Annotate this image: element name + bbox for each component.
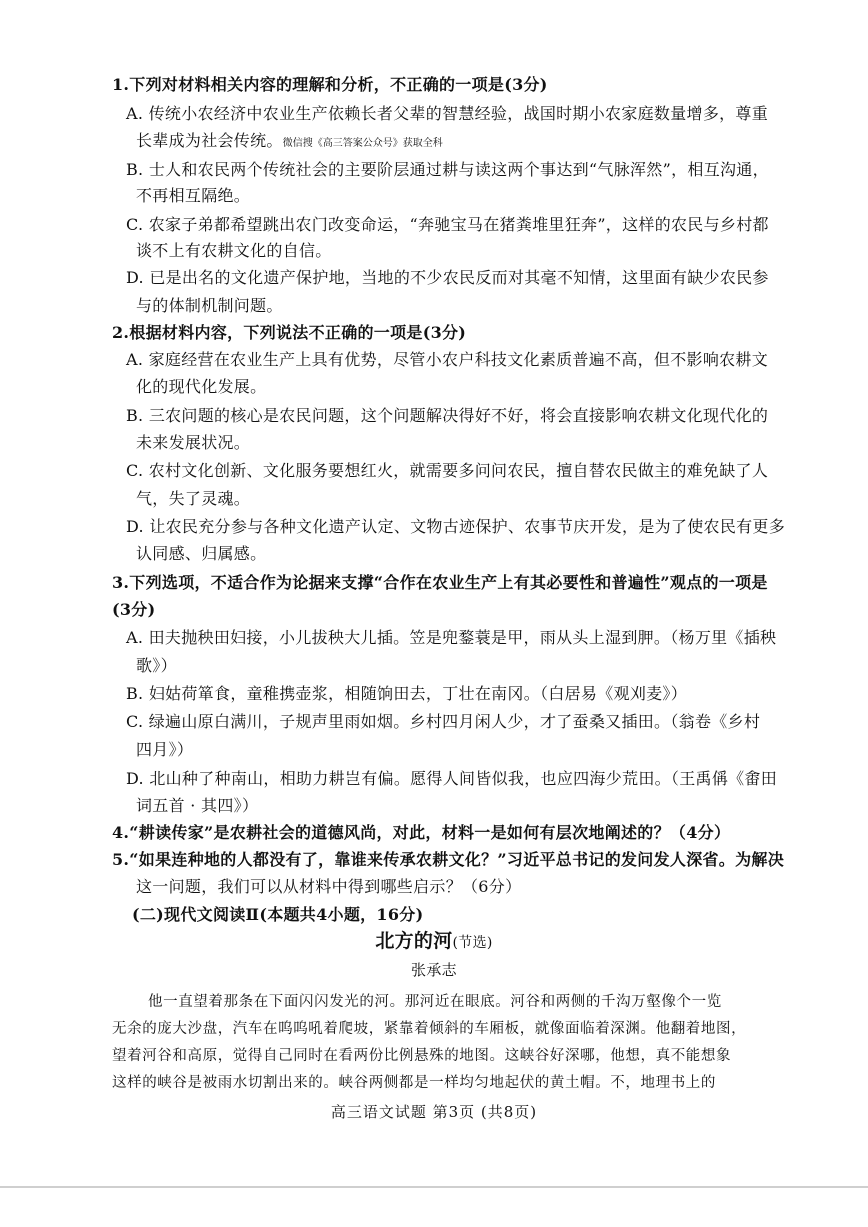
q1-option-a-cont: 长辈成为社会传统。微信搜《高三答案公众号》获取全科 xyxy=(136,131,443,150)
q1-option-d-cont: 与的体制机制问题。 xyxy=(136,296,283,315)
question-2-stem: 2.根据材料内容，下列说法不正确的一项是(3分) xyxy=(112,323,467,342)
article-author: 张承志 xyxy=(411,961,457,979)
question-4: 4.“耕读传家”是农耕社会的道德风尚，对此，材料一是如何有层次地阐述的？（4分） xyxy=(112,823,731,842)
q1-option-c-cont: 谈不上有农耕文化的自信。 xyxy=(136,241,332,260)
article-title: 北方的河(节选) xyxy=(375,930,493,952)
q3-option-a-cont: 歌》） xyxy=(136,656,177,675)
article-paragraph-line: 望着河谷和高原，觉得自己同时在看两份比例悬殊的地图。这峡谷好深哪，他想，真不能想象 xyxy=(112,1048,732,1064)
question-5-cont: 这一问题，我们可以从材料中得到哪些启示？（6分） xyxy=(136,877,522,896)
q1-option-d: D. 已是出名的文化遗产保护地，当地的不少农民反而对其毫不知情，这里面有缺少农民参 xyxy=(126,268,769,287)
question-5: 5.“如果连种地的人都没有了，靠谁来传承农耕文化？”习近平总书记的发问发人深省。为解决 xyxy=(112,850,785,869)
article-subtitle: (节选) xyxy=(452,935,493,951)
q1-option-b: B. 士人和农民两个传统社会的主要阶层通过耕与读这两个事达到“气脉浑然”，相互沟通， xyxy=(126,160,769,179)
wechat-note: 微信搜《高三答案公众号》获取全科 xyxy=(282,138,443,149)
page-footer: 高三语文试题 第3页 (共8页) xyxy=(330,1103,538,1121)
q2-option-c-cont: 气，失了灵魂。 xyxy=(136,489,251,508)
scan-edge xyxy=(0,1186,868,1188)
q1-option-c: C. 农家子弟都希望跳出农门改变命运，“奔驰宝马在猪粪堆里狂奔”，这样的农民与乡村都 xyxy=(126,215,769,234)
q2-option-b: B. 三农问题的核心是农民问题，这个问题解决得好不好，将会直接影响农耕文化现代化的 xyxy=(126,406,769,425)
q2-option-a-cont: 化的现代化发展。 xyxy=(136,377,267,396)
article-paragraph-line: 无余的庞大沙盘，汽车在呜呜吼着爬坡，紧靠着倾斜的车厢板，就像面临着深渊。他翻着地图， xyxy=(112,1021,747,1037)
q2-option-a: A. 家庭经营在农业生产上具有优势，尽管小农户科技文化素质普遍不高，但不影响农耕文 xyxy=(126,350,769,369)
q3-option-d-cont: 词五首 · 其四》） xyxy=(136,796,259,815)
q1-option-b-cont: 不再相互隔绝。 xyxy=(136,186,251,205)
q3-option-c: C. 绿遍山原白满川，子规声里雨如烟。乡村四月闲人少，才了蚕桑又插田。（翁卷《乡村 xyxy=(126,712,761,731)
q2-option-c: C. 农村文化创新、文化服务要想红火，就需要多问问农民，擅自替农民做主的难免缺了人 xyxy=(126,461,769,480)
q3-option-c-cont: 四月》） xyxy=(136,740,194,759)
q3-option-d: D. 北山种了种南山，相助力耕岂有偏。愿得人间皆似我，也应四海少荒田。（王禹偁《畬田 xyxy=(126,769,778,788)
article-paragraph-line: 他一直望着那条在下面闪闪发光的河。那河近在眼底。河谷和两侧的千沟万壑像个一览 xyxy=(148,994,722,1010)
q1-option-a: A. 传统小农经济中农业生产依赖长者父辈的智慧经验，战国时期小农家庭数量增多，尊重 xyxy=(126,104,769,123)
q3-option-b: B. 妇姑荷箪食，童稚携壶浆，相随饷田去，丁壮在南冈。（白居易《观刈麦》） xyxy=(126,684,688,703)
q2-option-d-cont: 认同感、归属感。 xyxy=(136,544,267,563)
q2-option-b-cont: 未来发展状况。 xyxy=(136,433,251,452)
section-heading: (二)现代文阅读Ⅱ(本题共4小题，16分) xyxy=(132,905,424,924)
question-3-stem-cont: (3分) xyxy=(112,600,156,619)
question-3-stem: 3.下列选项，不适合作为论据来支撑“合作在农业生产上有其必要性和普遍性”观点的一项是 xyxy=(112,573,768,592)
q2-option-d: D. 让农民充分参与各种文化遗产认定、文物古迹保护、农事节庆开发，是为了使农民有更多 xyxy=(126,517,786,536)
question-1-stem: 1.下列对材料相关内容的理解和分析，不正确的一项是(3分) xyxy=(112,75,548,94)
article-paragraph-line: 这样的峡谷是被雨水切割出来的。峡谷两侧都是一样均匀地起伏的黄土帽。不，地理书上的 xyxy=(112,1075,716,1091)
q3-option-a: A. 田夫抛秧田妇接，小儿拔秧大儿插。笠是兜鍪蓑是甲，雨从头上湿到胛。（杨万里《插秧 xyxy=(126,628,777,647)
